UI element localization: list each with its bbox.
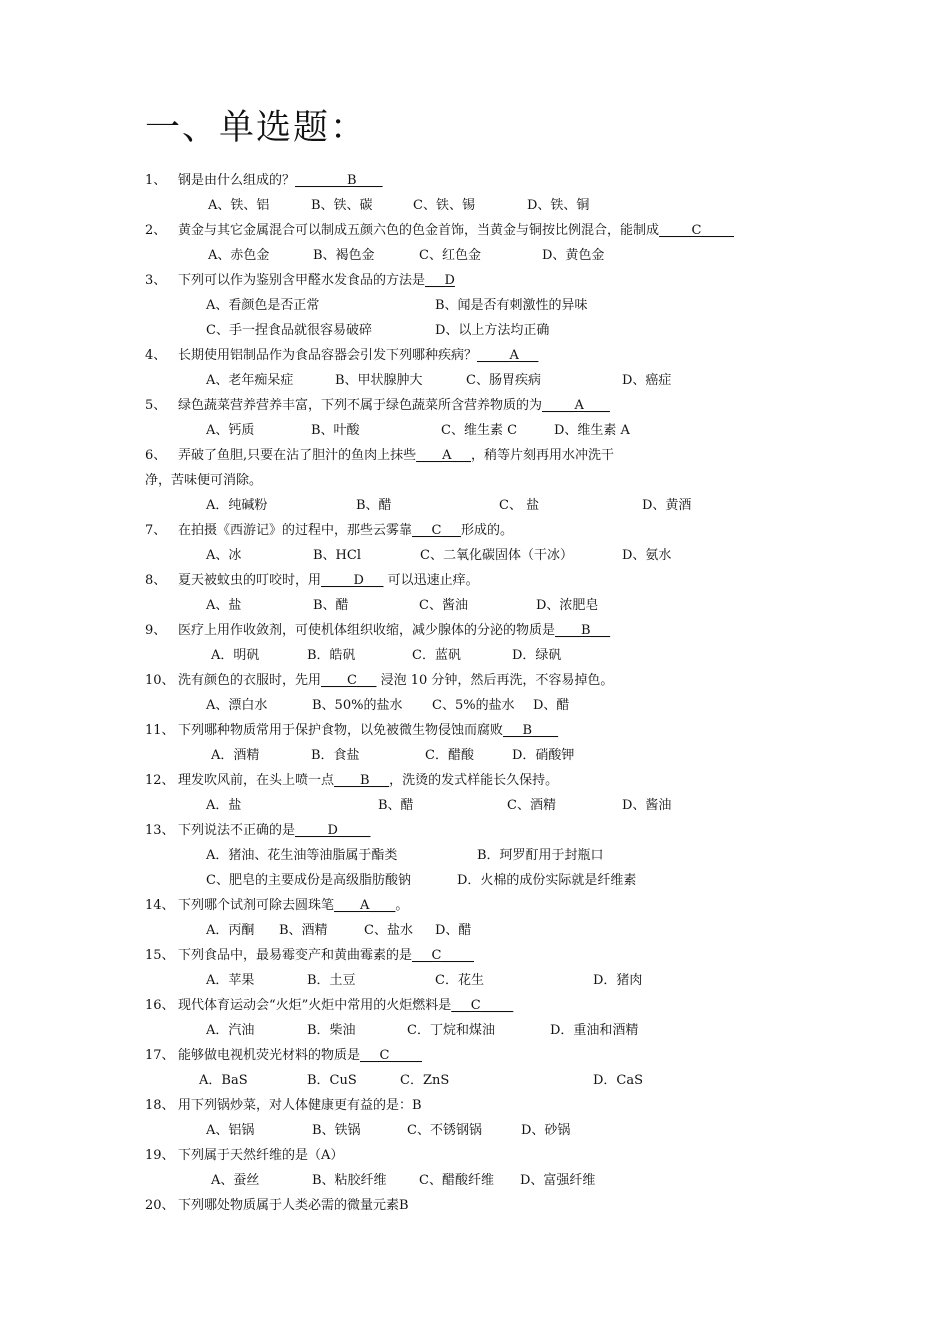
question-number: 8、 [145, 573, 167, 588]
question-stem: 下列说法不正确的是 [178, 823, 296, 838]
question-text [178, 347, 538, 365]
answer-option: D、氨水 [622, 548, 672, 563]
question-number: 7、 [145, 523, 167, 538]
answer-blank: _____A____ [542, 398, 610, 413]
answer-option: C、酒精 [507, 798, 556, 813]
answer-blank: ___C___ [412, 523, 461, 538]
question-suffix: 形成的。 [460, 523, 513, 538]
question-text [178, 822, 370, 840]
answer-option: A．明矾 [211, 648, 260, 663]
answer-option: A、冰 [206, 548, 242, 563]
answer-option: D、酱油 [622, 798, 672, 813]
answer-blank: ___C_____ [360, 1048, 422, 1063]
question-text [178, 947, 474, 965]
answer-option: D．绿矾 [512, 648, 562, 663]
answer-blank: ___B____ [503, 723, 559, 738]
answer-option: C．丁烷和煤油 [407, 1023, 495, 1038]
answer-blank: _____A___ [477, 348, 539, 363]
answer-blank: _____D___ [321, 573, 384, 588]
answer-option: B、铁、碳 [311, 198, 373, 213]
question-number: 2、 [145, 223, 167, 238]
answer-option: C、红色金 [419, 248, 481, 263]
answer-option: A．纯碱粉 [206, 498, 268, 513]
answer-option: C．花生 [435, 973, 484, 988]
answer-option: C．ZnS [400, 1073, 450, 1088]
answer-option: D．硝酸钾 [512, 748, 575, 763]
question-number: 1、 [145, 173, 167, 188]
answer-option: B、醋 [313, 598, 349, 613]
answer-option: A．汽油 [206, 1023, 255, 1038]
answer-option: B．食盐 [311, 748, 360, 763]
answer-option: A、蚕丝 [211, 1173, 260, 1188]
answer-option: A．酒精 [211, 748, 260, 763]
answer-option: A、看颜色是否正常 [206, 298, 320, 313]
answer-blank: ____A___ [416, 448, 472, 463]
question-number: 6、 [145, 448, 167, 463]
question-text [178, 1147, 343, 1165]
answer-option: B．珂罗酊用于封瓶口 [477, 848, 604, 863]
answer-option: A、铝锅 [206, 1123, 255, 1138]
answer-blank: ____B___ [555, 623, 611, 638]
answer-option: B、铁锅 [312, 1123, 361, 1138]
answer-option: D．猪肉 [593, 973, 643, 988]
answer-option: C、盐水 [364, 923, 413, 938]
question-number: 4、 [145, 348, 167, 363]
question-stem: 能够做电视机荧光材料的物质是 [178, 1048, 361, 1063]
answer-option: C、醋酸纤维 [419, 1173, 494, 1188]
answer-option: A、赤色金 [208, 248, 270, 263]
question-text [178, 397, 610, 415]
question-stem: 弄破了鱼胆,只要在沾了胆汁的鱼肉上抹些 [178, 448, 417, 463]
answer-blank: ____C___ [321, 673, 377, 688]
question-text [178, 272, 455, 290]
answer-option: C、维生素 C [441, 423, 518, 438]
answer-blank: _____C_____ [659, 223, 734, 238]
question-suffix: 可以迅速止痒。 [383, 573, 479, 588]
question-text [178, 1047, 422, 1065]
question-text [178, 1097, 422, 1115]
answer-option: B．皓矾 [307, 648, 356, 663]
answer-option: D、铁、铜 [527, 198, 590, 213]
answer-option: D、以上方法均正确 [435, 323, 550, 338]
answer-option: B．CuS [307, 1073, 357, 1088]
question-number: 5、 [145, 398, 167, 413]
question-stem: 医疗上用作收敛剂，可使机体组织收缩，减少腺体的分泌的物质是 [178, 623, 556, 638]
answer-option: D、醋 [533, 698, 570, 713]
answer-option: A．丙酮 [206, 923, 255, 938]
answer-blank: ___C_____ [412, 948, 474, 963]
answer-option: B、醋 [378, 798, 414, 813]
answer-option: B、50%的盐水 [312, 698, 403, 713]
question-stem: 钢是由什么组成的？ [178, 173, 296, 188]
question-number: 19、 [145, 1148, 175, 1163]
answer-option: A．猪油、花生油等油脂属于酯类 [206, 848, 398, 863]
question-stem: 洗有颜色的衣服时，先用 [178, 673, 322, 688]
question-stem: 下列可以作为鉴别含甲醛水发食品的方法是 [178, 273, 426, 288]
question-text [178, 672, 613, 690]
answer-option: D、维生素 A [554, 423, 630, 438]
answer-option: A、漂白水 [206, 698, 268, 713]
question-stem: 现代体育运动会“火炬”火炬中常用的火炬燃料是 [178, 998, 452, 1013]
question-number: 3、 [145, 273, 167, 288]
answer-option: A、钙质 [206, 423, 255, 438]
question-suffix: 。 [395, 898, 409, 913]
question-number: 20、 [145, 1198, 175, 1213]
question-number: 12、 [145, 773, 175, 788]
question-stem: 下列哪个试剂可除去圆珠笔 [178, 898, 335, 913]
answer-blank: ________B____ [295, 173, 383, 188]
answer-option: C、酱油 [419, 598, 468, 613]
question-stem: 绿色蔬菜营养营养丰富，下列不属于绿色蔬菜所含营养物质的为 [178, 398, 543, 413]
question-continuation: 净，苦味便可消除。 [145, 473, 263, 488]
question-number: 9、 [145, 623, 167, 638]
answer-option: C、肠胃疾病 [466, 373, 541, 388]
question-text [178, 522, 513, 540]
question-stem: 理发吹风前，在头上喷一点 [178, 773, 335, 788]
question-number: 16、 [145, 998, 175, 1013]
answer-blank: ____B___ [334, 773, 390, 788]
answer-option: A．苹果 [206, 973, 255, 988]
answer-option: D、黄色金 [542, 248, 605, 263]
answer-option: B、闻是否有刺激性的异味 [435, 298, 588, 313]
question-stem: 下列哪种物质常用于保护食物，以免被微生物侵蚀而腐败 [178, 723, 504, 738]
question-stem: 下列哪处物质属于人类必需的微量元素B [178, 1198, 409, 1213]
question-number: 10、 [145, 673, 175, 688]
question-text [178, 772, 558, 790]
question-stem: 夏天被蚊虫的叮咬时，用 [178, 573, 322, 588]
question-suffix: ，稍等片刻再用水冲洗干 [471, 448, 615, 463]
answer-option: C、手一捏食品就很容易破碎 [206, 323, 372, 338]
answer-option: B、酒精 [279, 923, 328, 938]
answer-option: B、粘胶纤维 [312, 1173, 387, 1188]
answer-blank: _____D_____ [295, 823, 371, 838]
answer-option: C．醋酸 [425, 748, 474, 763]
answer-option: D．火棉的成份实际就是纤维素 [457, 873, 637, 888]
question-text [178, 897, 408, 915]
answer-option: C、 盐 [499, 498, 540, 513]
answer-option: B、叶酸 [311, 423, 360, 438]
question-number: 11、 [145, 723, 175, 738]
answer-option: B、甲状腺肿大 [335, 373, 423, 388]
question-suffix: 浸泡 10 分钟，然后再洗，不容易掉色。 [376, 673, 614, 688]
question-text [178, 222, 734, 240]
answer-option: C、二氧化碳固体（干冰） [420, 548, 573, 563]
answer-option: D、醋 [435, 923, 472, 938]
question-number: 15、 [145, 948, 175, 963]
question-stem: 下列食品中，最易霉变产和黄曲霉素的是 [178, 948, 413, 963]
question-number: 17、 [145, 1048, 175, 1063]
question-text [178, 447, 614, 465]
answer-blank: ___D [425, 273, 455, 288]
question-stem: 下列属于天然纤维的是（A） [178, 1148, 344, 1163]
answer-blank: ___C_____ [451, 998, 514, 1013]
answer-option: D、砂锅 [521, 1123, 571, 1138]
answer-option: B．柴油 [307, 1023, 356, 1038]
answer-option: B、HCl [313, 548, 361, 563]
question-stem: 在拍摄《西游记》的过程中，那些云雾靠 [178, 523, 413, 538]
answer-option: D、富强纤维 [520, 1173, 596, 1188]
question-text [178, 172, 383, 190]
question-text [178, 572, 479, 590]
question-text [178, 722, 558, 740]
question-suffix: ，洗烫的发式样能长久保持。 [389, 773, 559, 788]
question-number: 18、 [145, 1098, 175, 1113]
answer-option: A、老年痴呆症 [206, 373, 294, 388]
answer-option: C、不锈钢锅 [407, 1123, 482, 1138]
answer-option: D．CaS [593, 1073, 644, 1088]
answer-option: C、5%的盐水 [432, 698, 515, 713]
answer-option: D、癌症 [622, 373, 672, 388]
question-stem: 用下列锅炒菜，对人体健康更有益的是：B [178, 1098, 422, 1113]
answer-option: D．重油和酒精 [550, 1023, 639, 1038]
answer-option: C．蓝矾 [412, 648, 461, 663]
answer-option: D、浓肥皂 [536, 598, 599, 613]
answer-option: C、铁、锡 [413, 198, 475, 213]
answer-option: A、铁、铝 [208, 198, 270, 213]
question-number: 13、 [145, 823, 175, 838]
answer-option: A．盐 [206, 798, 242, 813]
question-stem: 长期使用铝制品作为食品容器会引发下列哪种疾病？ [178, 348, 478, 363]
answer-option: B．土豆 [307, 973, 356, 988]
question-text [178, 622, 610, 640]
question-stem: 黄金与其它金属混合可以制成五颜六色的色金首饰，当黄金与铜按比例混合，能制成 [178, 223, 660, 238]
answer-option: C、肥皂的主要成份是高级脂肪酸钠 [206, 873, 411, 888]
question-text [178, 1197, 409, 1215]
answer-option: B、醋 [356, 498, 392, 513]
section-title: 一、单选题： [145, 108, 368, 148]
answer-option: A、盐 [206, 598, 242, 613]
question-text [178, 997, 513, 1015]
answer-option: D、黄酒 [642, 498, 692, 513]
answer-option: B、褐色金 [313, 248, 375, 263]
answer-option: A．BaS [199, 1073, 248, 1088]
answer-blank: ____A____ [334, 898, 396, 913]
question-number: 14、 [145, 898, 175, 913]
